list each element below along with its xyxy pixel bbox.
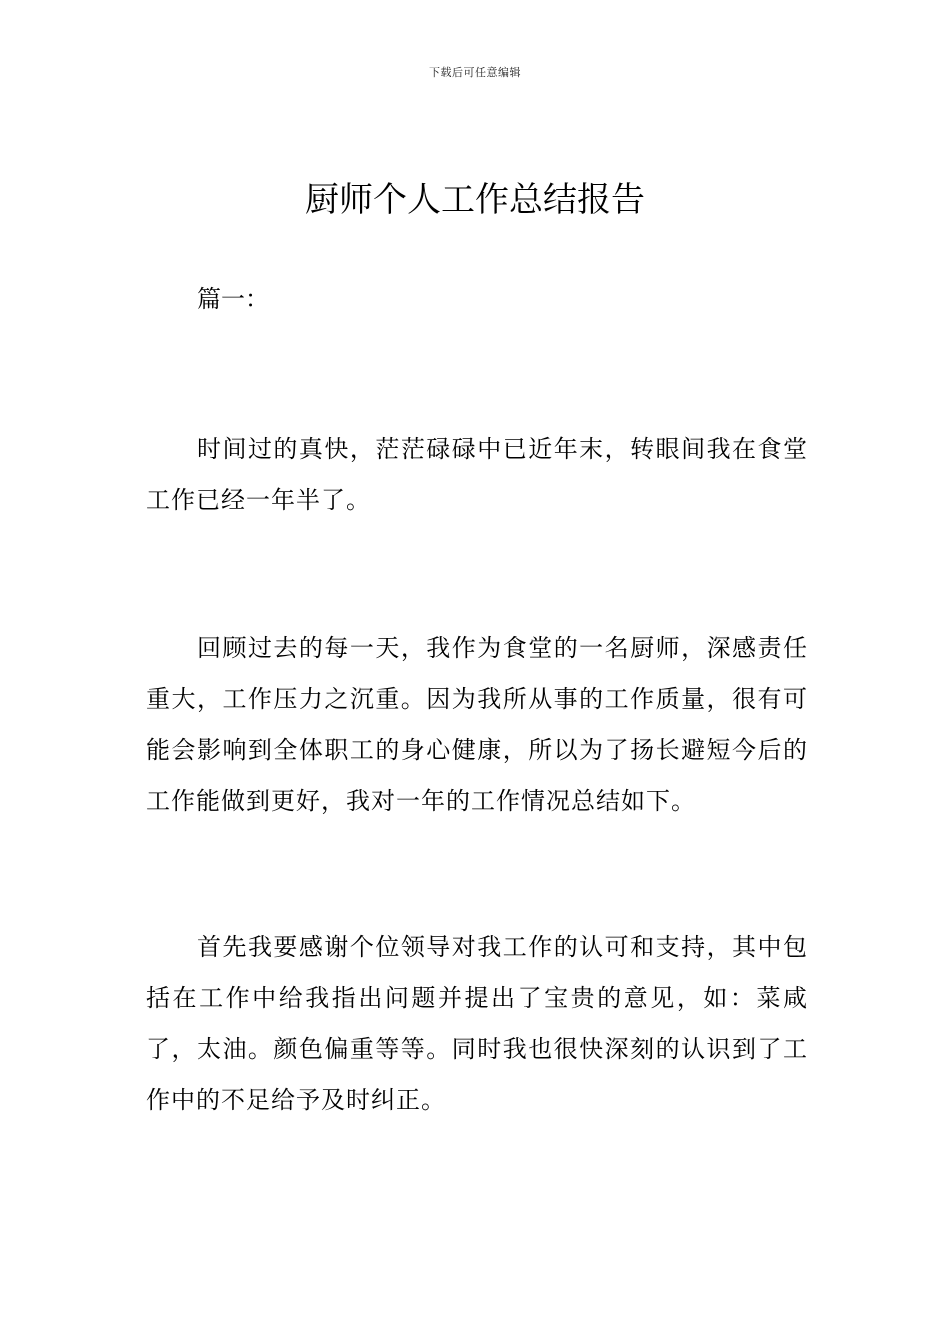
paragraph-3: 首先我要感谢个位领导对我工作的认可和支持，其中包括在工作中给我指出问题并提出了宝贵的意见，如：菜咸了，太油。颜色偏重等等。同时我也很快深刻的认识到了工作中的不足给予及时纠正。 — [146, 933, 808, 1114]
header-note: 下载后可任意编辑 — [429, 66, 521, 79]
section-label: 篇一： — [197, 285, 269, 313]
document-title: 厨师个人工作总结报告 — [305, 180, 645, 220]
paragraph-1: 时间过的真快，茫茫碌碌中已近年末，转眼间我在食堂工作已经一年半了。 — [146, 435, 808, 514]
paragraph-2: 回顾过去的每一天，我作为食堂的一名厨师，深感责任重大，工作压力之沉重。因为我所从事的工作质量，很有可能会影响到全体职工的身心健康，所以为了扬长避短今后的工作能做到更好，我对一年的工作情况总结如下。 — [146, 634, 808, 815]
